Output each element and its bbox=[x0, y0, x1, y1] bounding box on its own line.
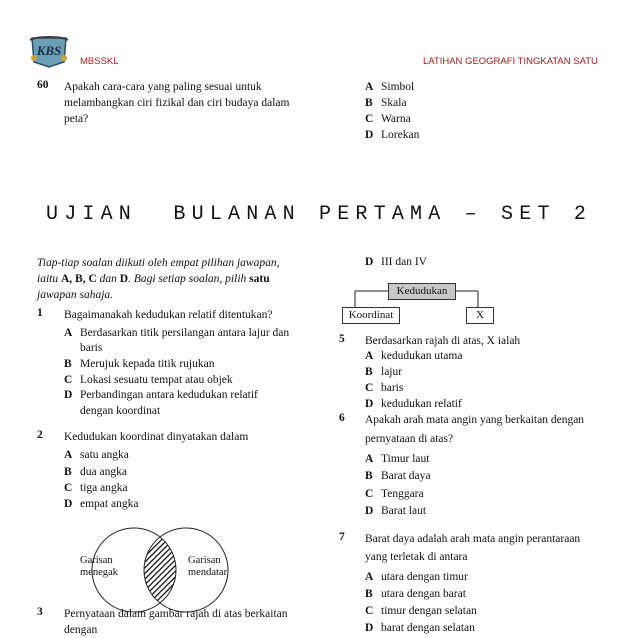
school-logo bbox=[28, 34, 70, 68]
question-number: 7 bbox=[339, 531, 345, 543]
question-number: 60 bbox=[37, 79, 49, 91]
answer-option: C Tenggara bbox=[365, 488, 424, 500]
venn-label-left: Garisan menegak bbox=[80, 555, 118, 578]
question-number: 5 bbox=[339, 333, 345, 345]
answer-option: C timur dengan selatan bbox=[365, 605, 477, 617]
exam-title: UJIAN BULANAN PERTAMA – SET 2 bbox=[46, 203, 593, 226]
answer-option: D Perbandingan antara kedudukan relatif bbox=[64, 389, 258, 401]
question-number: 6 bbox=[339, 412, 345, 424]
answer-option: A satu angka bbox=[64, 449, 129, 461]
answer-option-continued: dengan koordinat bbox=[80, 405, 161, 417]
answer-option: A Berdasarkan titik persilangan antara lajur dan bbox=[64, 327, 290, 339]
school-name: MBSSKL bbox=[80, 56, 119, 67]
question-text: melambangkan ciri fizikal dan ciri budaya dalam bbox=[64, 97, 290, 109]
answer-option: B utara dengan barat bbox=[365, 588, 466, 600]
answer-option: A Simbol bbox=[365, 81, 415, 93]
tree-right-node: X bbox=[466, 307, 494, 324]
question-number: 1 bbox=[37, 307, 43, 319]
answer-option: D empat angka bbox=[64, 498, 139, 510]
question-text: peta? bbox=[64, 113, 89, 125]
answer-option-continued: baris bbox=[80, 342, 103, 354]
answer-option: C baris bbox=[365, 382, 404, 394]
logo-text: KBS bbox=[36, 43, 62, 58]
answer-option: B Merujuk kepada titik rujukan bbox=[64, 358, 215, 370]
answer-option: D III dan IV bbox=[365, 256, 427, 268]
answer-option: B Skala bbox=[365, 97, 407, 109]
answer-option: C Lokasi sesuatu tempat atau objek bbox=[64, 374, 233, 386]
question-text: Bagaimanakah kedudukan relatif ditentukan? bbox=[64, 309, 273, 321]
answer-option: D Lorekan bbox=[365, 129, 420, 141]
answer-option: C tiga angka bbox=[64, 482, 128, 494]
instructions: Tiap-tiap soalan diikuti oleh empat pilihan jawapan, iaitu A, B, C dan D. Bagi setiap soalan, pilih satu jawapan sahaja. bbox=[37, 257, 280, 301]
question-text: pernyataan di atas? bbox=[365, 433, 454, 445]
answer-option: A kedudukan utama bbox=[365, 350, 463, 362]
tree-left-node: Koordinat bbox=[342, 307, 400, 324]
question-text: Berdasarkan rajah di atas, X ialah bbox=[365, 335, 521, 347]
question-text: dengan bbox=[64, 624, 98, 636]
answer-option: C Warna bbox=[365, 113, 411, 125]
subject-title: LATIHAN GEOGRAFI TINGKATAN SATU bbox=[423, 56, 598, 67]
question-text: Pernyataan dalam gambar rajah di atas berkaitan bbox=[64, 608, 288, 620]
answer-option: A Timur laut bbox=[365, 453, 430, 465]
question-text: Barat daya adalah arah mata angin perantaraan bbox=[365, 533, 581, 545]
answer-option: D Barat laut bbox=[365, 505, 427, 517]
question-number: 3 bbox=[37, 606, 43, 618]
answer-option: B Barat daya bbox=[365, 470, 431, 482]
question-text: Kedudukan koordinat dinyatakan dalam bbox=[64, 431, 249, 443]
venn-diagram bbox=[68, 525, 248, 615]
venn-label-right: Garisan mendatar bbox=[188, 555, 228, 578]
answer-option: D kedudukan relatif bbox=[365, 398, 462, 410]
question-text: Apakah arah mata angin yang berkaitan dengan bbox=[365, 414, 585, 426]
tree-root: Kedudukan bbox=[388, 283, 456, 300]
answer-option: A utara dengan timur bbox=[365, 571, 468, 583]
question-text: yang terletak di antara bbox=[365, 551, 468, 563]
question-number: 2 bbox=[37, 429, 43, 441]
tree-diagram bbox=[340, 283, 500, 328]
answer-option: D barat dengan selatan bbox=[365, 622, 475, 634]
answer-option: B lajur bbox=[365, 366, 403, 378]
question-text: Apakah cara-cara yang paling sesuai untuk bbox=[64, 81, 262, 93]
answer-option: B dua angka bbox=[64, 466, 127, 478]
